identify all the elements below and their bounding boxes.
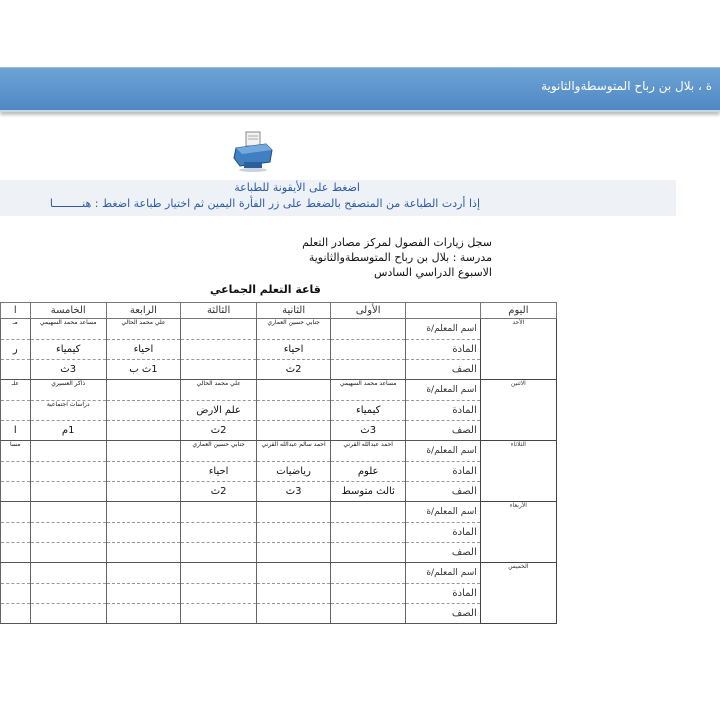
subject-cell	[30, 584, 106, 604]
teacher-value: علي محمد الحالي	[121, 319, 166, 326]
hall-title: قاعة التعلم الجماعي	[210, 283, 321, 296]
row-label: اسم المعلم/ة	[406, 380, 480, 401]
table-row	[1, 441, 557, 462]
teacher-value: علـ	[11, 380, 19, 387]
class-value: 2ث	[210, 425, 227, 436]
row-label: اسم المعلم/ة	[406, 563, 480, 584]
table-row	[1, 482, 557, 502]
table-row	[1, 340, 557, 360]
subject-cell	[257, 462, 331, 482]
teacher-cell	[330, 502, 405, 523]
column-header: الخامسة	[30, 303, 106, 319]
teacher-cell	[106, 380, 180, 401]
table-row	[1, 380, 557, 401]
class-value: 3ث	[60, 364, 77, 375]
class-cell	[257, 482, 331, 502]
teacher-cell	[1, 502, 31, 523]
subject-cell	[180, 523, 256, 543]
subject-cell	[30, 523, 106, 543]
class-cell	[330, 360, 405, 380]
print-instructions-link[interactable]: إذا أردت الطباعة من المتصفح بالضغط على زر الفأرة اليمين ثم اختيار طباعة اضغط : هنـــــــــا	[49, 197, 480, 210]
teacher-value: مـ	[12, 319, 18, 326]
subject-cell	[1, 584, 31, 604]
teacher-value: احمد سالم عبدالله القرني	[261, 441, 326, 448]
subject-value: رياضيات	[276, 466, 311, 477]
teacher-cell	[257, 502, 331, 523]
teacher-cell	[30, 380, 106, 401]
subject-cell	[1, 523, 31, 543]
table-row	[1, 319, 557, 340]
row-label: المادة	[406, 340, 480, 360]
teacher-cell	[330, 380, 405, 401]
school-name: مدرسة : بلال بن رباح المتوسطةوالثانوية	[308, 251, 492, 264]
subject-cell	[257, 584, 331, 604]
teacher-value: مساعد محمد السهيمي	[39, 319, 97, 326]
row-label: الصف	[406, 543, 480, 563]
class-cell	[257, 604, 331, 624]
subject-cell	[330, 523, 405, 543]
class-cell	[30, 360, 106, 380]
visits-table	[0, 302, 557, 624]
row-label: المادة	[406, 584, 480, 604]
row-label: الصف	[406, 482, 480, 502]
teacher-value: جنابي حسين العماري	[192, 441, 245, 448]
teacher-cell	[257, 563, 331, 584]
day-cell: الأربعاء	[480, 502, 556, 563]
teacher-value: ذاكر العسيري	[51, 380, 86, 387]
page-banner	[0, 67, 720, 112]
class-cell	[106, 482, 180, 502]
class-cell	[1, 360, 31, 380]
teacher-value: مساعد محمد السهيمي	[339, 380, 397, 387]
class-cell	[180, 543, 256, 563]
subject-value: علوم	[357, 466, 379, 477]
table-row	[1, 360, 557, 380]
record-title: سجل زيارات الفصول لمركز مصادر التعلم	[302, 236, 492, 249]
class-cell	[180, 482, 256, 502]
class-value: ا	[13, 425, 17, 436]
class-cell	[106, 604, 180, 624]
day-cell: الثلاثاء	[480, 441, 556, 502]
class-value: 1ث ب	[129, 364, 158, 375]
teacher-cell	[106, 502, 180, 523]
day-cell: الأحد	[480, 319, 556, 380]
subject-cell	[106, 462, 180, 482]
subject-value: احياء	[283, 344, 304, 355]
teacher-cell	[1, 319, 31, 340]
subject-value: ر	[12, 344, 18, 355]
row-label: الصف	[406, 421, 480, 441]
teacher-cell	[180, 502, 256, 523]
column-header: الأولى	[330, 303, 405, 319]
table-row	[1, 543, 557, 563]
class-value: 3ث	[285, 486, 302, 497]
class-cell	[257, 543, 331, 563]
subject-cell	[180, 401, 256, 421]
table-row	[1, 523, 557, 543]
class-value: 2ث	[285, 364, 302, 375]
table-row	[1, 584, 557, 604]
teacher-value: احمد عبدالله القرني	[343, 441, 393, 448]
subject-cell	[180, 584, 256, 604]
teacher-cell	[330, 563, 405, 584]
subject-cell	[106, 523, 180, 543]
teacher-cell	[257, 380, 331, 401]
teacher-cell	[180, 563, 256, 584]
table-row	[1, 604, 557, 624]
subject-cell	[330, 340, 405, 360]
teacher-cell	[180, 319, 256, 340]
class-cell	[30, 604, 106, 624]
subject-cell	[1, 340, 31, 360]
subject-value: علم الارض	[196, 405, 241, 416]
subject-value: احياء	[133, 344, 154, 355]
row-label: المادة	[406, 523, 480, 543]
table-row	[1, 462, 557, 482]
class-cell	[106, 360, 180, 380]
column-header: ا	[1, 303, 31, 319]
row-label: المادة	[406, 462, 480, 482]
table-row	[1, 401, 557, 421]
class-cell	[1, 482, 31, 502]
class-value: 2ث	[210, 486, 227, 497]
class-cell	[30, 421, 106, 441]
teacher-value: جنابي حسين العماري	[267, 319, 320, 326]
subject-cell	[257, 401, 331, 421]
column-header: الثانية	[257, 303, 331, 319]
table-header-row	[1, 303, 557, 319]
subject-cell	[330, 584, 405, 604]
teacher-cell	[330, 441, 405, 462]
subject-cell	[330, 401, 405, 421]
subject-cell	[257, 523, 331, 543]
class-cell	[257, 421, 331, 441]
row-label: المادة	[406, 401, 480, 421]
row-label: الصف	[406, 360, 480, 380]
class-cell	[257, 360, 331, 380]
row-label: اسم المعلم/ة	[406, 441, 480, 462]
teacher-cell	[257, 441, 331, 462]
class-cell	[330, 604, 405, 624]
column-header	[406, 303, 480, 319]
class-cell	[330, 482, 405, 502]
subject-cell	[30, 401, 106, 421]
subject-cell	[1, 401, 31, 421]
table-row	[1, 502, 557, 523]
teacher-cell	[1, 441, 31, 462]
teacher-cell	[30, 441, 106, 462]
subject-note: دراسات اجتماعية	[46, 401, 90, 408]
class-value: 3ث	[360, 425, 377, 436]
teacher-value: مسا	[10, 441, 21, 448]
week-label: الاسبوع الدراسي السادس	[374, 266, 492, 279]
class-cell	[180, 604, 256, 624]
class-cell	[1, 421, 31, 441]
subject-value: كيمياء	[56, 344, 81, 355]
subject-cell	[30, 340, 106, 360]
column-header: اليوم	[480, 303, 556, 319]
teacher-cell	[257, 319, 331, 340]
subject-cell	[180, 340, 256, 360]
class-cell	[30, 543, 106, 563]
teacher-cell	[330, 319, 405, 340]
table-row	[1, 421, 557, 441]
teacher-cell	[30, 502, 106, 523]
day-cell: الاثنين	[480, 380, 556, 441]
subject-cell	[257, 340, 331, 360]
day-cell: الخميس	[480, 563, 556, 624]
teacher-value: علي محمد الحالي	[196, 380, 241, 387]
teacher-cell	[180, 441, 256, 462]
subject-value: كيمياء	[356, 405, 381, 416]
class-cell	[1, 604, 31, 624]
class-cell	[180, 360, 256, 380]
printer-icon[interactable]	[230, 128, 276, 174]
column-header: الرابعة	[106, 303, 180, 319]
class-cell	[106, 543, 180, 563]
teacher-cell	[106, 563, 180, 584]
column-header: الثالثة	[180, 303, 256, 319]
row-label: اسم المعلم/ة	[406, 502, 480, 523]
subject-cell	[30, 462, 106, 482]
subject-cell	[330, 462, 405, 482]
class-cell	[1, 543, 31, 563]
teacher-cell	[106, 319, 180, 340]
record-info	[302, 235, 492, 280]
teacher-cell	[180, 380, 256, 401]
class-value: 1م	[61, 425, 75, 436]
teacher-cell	[1, 563, 31, 584]
class-cell	[30, 482, 106, 502]
teacher-cell	[30, 319, 106, 340]
class-value: ثالث متوسط	[341, 486, 395, 497]
row-label: اسم المعلم/ة	[406, 319, 480, 340]
class-cell	[330, 421, 405, 441]
subject-cell	[1, 462, 31, 482]
class-cell	[106, 421, 180, 441]
class-cell	[180, 421, 256, 441]
table-row	[1, 563, 557, 584]
subject-value: احياء	[208, 466, 229, 477]
teacher-cell	[106, 441, 180, 462]
class-cell	[330, 543, 405, 563]
subject-cell	[180, 462, 256, 482]
print-icon-label: اضغط على الأيقونة للطباعة	[234, 181, 360, 194]
teacher-cell	[30, 563, 106, 584]
banner-title: ة ، بلال بن رباح المتوسطةوالثانوية	[541, 79, 712, 93]
subject-cell	[106, 401, 180, 421]
subject-cell	[106, 340, 180, 360]
row-label: الصف	[406, 604, 480, 624]
subject-cell	[106, 584, 180, 604]
teacher-cell	[1, 380, 31, 401]
